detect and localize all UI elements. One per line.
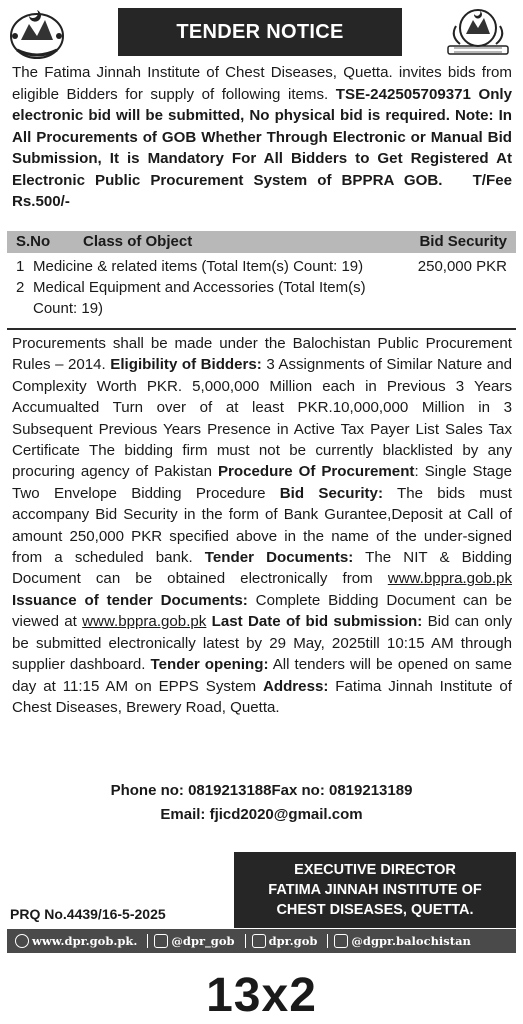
footer-instagram[interactable] bbox=[252, 934, 318, 948]
phone-fax-line: Phone no: 0819213188Fax no: 0819213189 bbox=[110, 782, 413, 799]
tender-documents-text: The NIT & Bidding Document can be obtained electronically from bbox=[12, 549, 512, 588]
footer-separator bbox=[327, 934, 328, 948]
government-crest-icon bbox=[7, 6, 67, 60]
bppra-link[interactable]: www.bppra.gob.pk bbox=[387, 570, 512, 588]
tender-fee: T/Fee Rs.500/- bbox=[12, 171, 512, 210]
tender-details-paragraph bbox=[12, 333, 512, 718]
tender-notice-title: TENDER NOTICE bbox=[118, 8, 402, 56]
signatory-block bbox=[234, 852, 516, 928]
instagram-icon bbox=[252, 934, 266, 948]
footer-bar bbox=[7, 929, 516, 953]
prq-number: PRQ No.4439/16-5-2025 bbox=[10, 906, 166, 922]
intro-bold-text: TSE-242505709371 Only electronic bid will be submitted, No physical bid is required. Note: In All Procurements of GOB Whether Through Electronic or Manual Bid Submission, It is Mandatory For All Bidders to Get Registered At Electronic Public Procurement System of BPPRA GOB. bbox=[12, 85, 513, 189]
last-date-text: Bid can only be submitted electronically latest by 29 May, 2025till 10:15 AM through supplier dashboard. bbox=[12, 613, 513, 674]
items-table bbox=[7, 256, 516, 319]
bid-security-label: Bid Security: bbox=[279, 484, 383, 502]
tender-documents-label: Tender Documents: bbox=[204, 549, 354, 567]
column-header-sno: S.No bbox=[16, 233, 51, 250]
intro-paragraph bbox=[12, 62, 512, 213]
facebook-icon bbox=[334, 934, 348, 948]
issuance-text: Complete Bidding Document can be viewed at bbox=[12, 591, 512, 631]
issuance-label: Issuance of tender Documents: bbox=[12, 591, 248, 609]
footer-separator bbox=[245, 934, 246, 948]
table-row bbox=[7, 277, 516, 319]
balochistan-seal-icon bbox=[440, 6, 516, 60]
ad-size-label: 13x2 bbox=[206, 969, 317, 1022]
address-label: Address: bbox=[262, 677, 329, 695]
signatory-institute: FATIMA JINNAH INSTITUTE OF bbox=[268, 882, 482, 898]
signatory-location: CHEST DISEASES, QUETTA. bbox=[276, 902, 474, 918]
website-text: www.dpr.gob.pk. bbox=[32, 934, 138, 948]
eligibility-text: 3 Assignments of Similar Nature and Complexity Worth PKR. 5,000,000 Million each in Previous 3 Years Accumualted Turn over of at least PKR.10,000,000 Million in 3 Subsequent Previous Years Presence in Active Tax Payer List Sales Tax Certificate The bidding firm must not be currently blacklisted by any procuring agency of Pakistan bbox=[12, 356, 512, 481]
instagram-handle: dpr.gob bbox=[268, 934, 318, 948]
last-date-label: Last Date of bid submission: bbox=[206, 613, 423, 631]
twitter-icon bbox=[154, 934, 168, 948]
footer-twitter[interactable] bbox=[154, 934, 234, 948]
tender-opening-label: Tender opening: bbox=[150, 656, 269, 674]
address-text: Fatima Jinnah Institute of Chest Diseases, Brewery Road, Quetta. bbox=[12, 677, 512, 716]
rules-text: Procurements shall be made under the Balochistan Public Procurement Rules – 2014. bbox=[12, 335, 512, 374]
eligibility-label: Eligibility of Bidders: bbox=[110, 356, 262, 374]
footer-separator bbox=[147, 934, 148, 948]
facebook-handle: @dgpr.balochistan bbox=[351, 934, 471, 948]
intro-text: The Fatima Jinnah Institute of Chest Diseases, Quetta. invites bids from eligible Bidders for supply of following items. bbox=[12, 64, 512, 103]
bppra-link[interactable]: www.bppra.gob.pk bbox=[82, 613, 207, 631]
tender-opening-text: All tenders will be opened on same day at 11:15 AM on EPPS System bbox=[12, 656, 513, 695]
globe-icon bbox=[15, 934, 29, 948]
row-object: Medical Equipment and Accessories (Total Item(s) Count: 19) bbox=[33, 279, 366, 317]
row-number: 1 bbox=[16, 258, 25, 275]
footer-website[interactable] bbox=[15, 934, 137, 948]
bid-security-text: The bids must accompany Bid Security in the form of Bank Gurantee,Deposit at Call of amount 250,000 PKR specified above in the name of the under-signed from a scheduled bank. bbox=[12, 484, 512, 567]
row-bid-security: 250,000 PKR bbox=[417, 258, 507, 275]
table-row bbox=[7, 256, 516, 277]
email-line: Email: fjicd2020@gmail.com bbox=[160, 806, 363, 823]
procedure-text: : Single Stage Two Envelope Bidding Procedure bbox=[12, 463, 512, 502]
table-divider bbox=[7, 328, 516, 330]
row-number: 2 bbox=[16, 279, 25, 296]
items-table-header bbox=[7, 231, 516, 253]
footer-facebook[interactable] bbox=[334, 934, 471, 948]
signatory-title: EXECUTIVE DIRECTOR bbox=[294, 862, 456, 878]
twitter-handle: @dpr_gob bbox=[171, 934, 235, 948]
procedure-label: Procedure Of Procurement bbox=[217, 463, 415, 481]
column-header-bid-security: Bid Security bbox=[419, 233, 507, 250]
row-object: Medicine & related items (Total Item(s) Count: 19) bbox=[33, 258, 364, 275]
column-header-class: Class of Object bbox=[83, 233, 193, 250]
